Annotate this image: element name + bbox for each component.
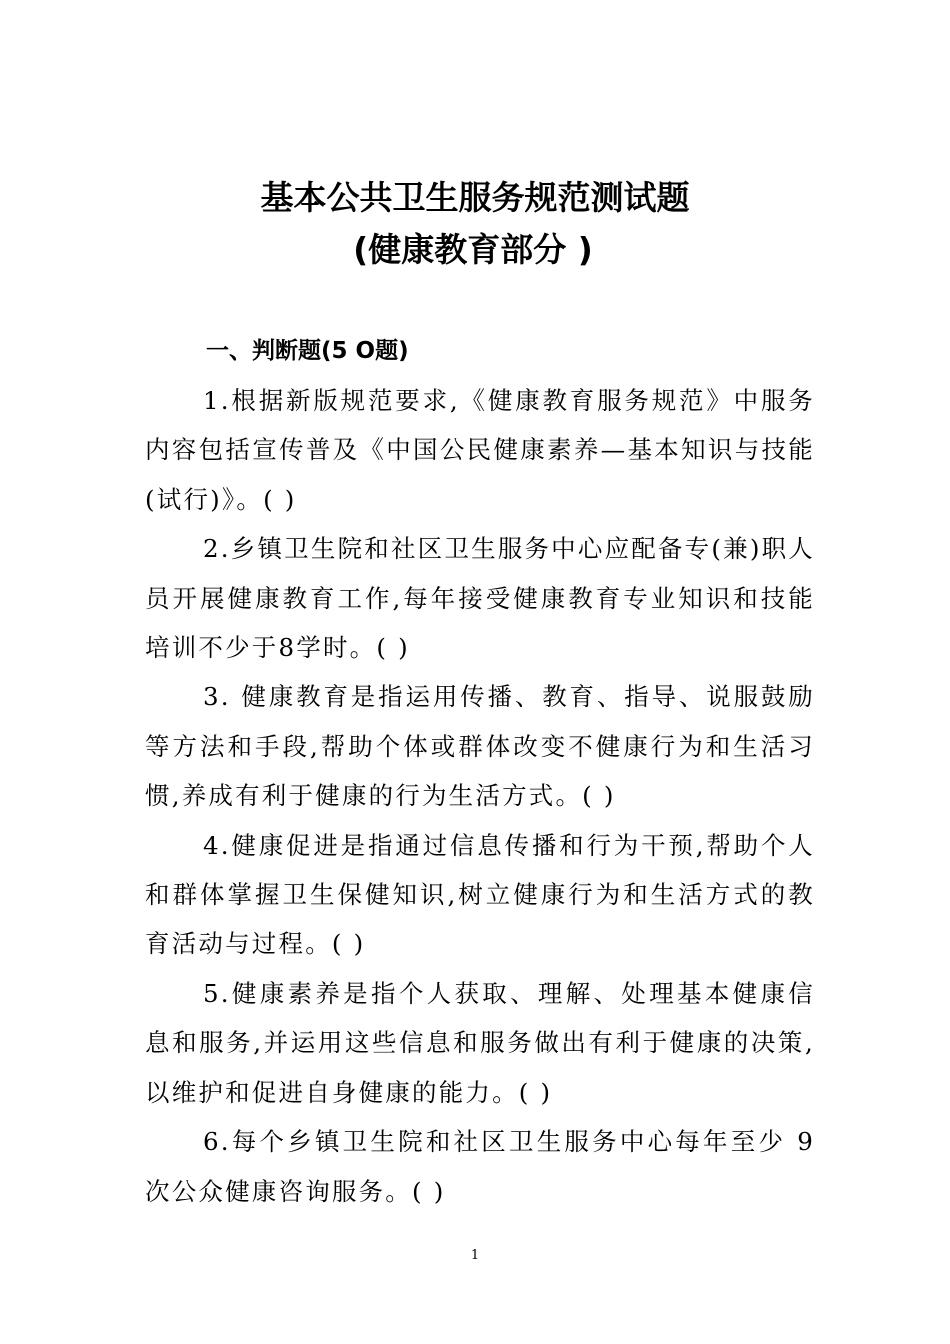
question-5: 5.健康素养是指个人获取、理解、处理基本健康信息和服务,并运用这些信息和服务做出有利于健康的决策,以维护和促进自身健康的能力。( ): [145, 978, 815, 1107]
document-subtitle: (健康教育部分 ): [353, 230, 593, 269]
question-3: 3. 健康教育是指运用传播、教育、指导、说服鼓励等方法和手段,帮助个体或群体改变不健康行为和生活习惯,养成有利于健康的行为生活方式。( ): [145, 682, 815, 811]
question-list: [145, 376, 815, 1216]
question-4: 4.健康促进是指通过信息传播和行为干预,帮助个人和群体掌握卫生保健知识,树立健康行为和生活方式的教育活动与过程。( ): [145, 830, 815, 959]
question-1: 1.根据新版规范要求,《健康教育服务规范》中服务内容包括宣传普及《中国公民健康素养—基本知识与技能(试行)》。( ): [145, 386, 815, 514]
page-number: 1: [470, 1248, 480, 1263]
question-6: 6.每个乡镇卫生院和社区卫生服务中心每年至少 9 次公众健康咨询服务。( ): [145, 1127, 815, 1206]
section-heading: 一、判断题(5 O题): [206, 338, 409, 364]
document-title: 基本公共卫生服务规范测试题: [260, 178, 690, 217]
question-2: 2.乡镇卫生院和社区卫生服务中心应配备专(兼)职人员开展健康教育工作,每年接受健康教育专业知识和技能培训不少于8学时。( ): [145, 534, 815, 663]
